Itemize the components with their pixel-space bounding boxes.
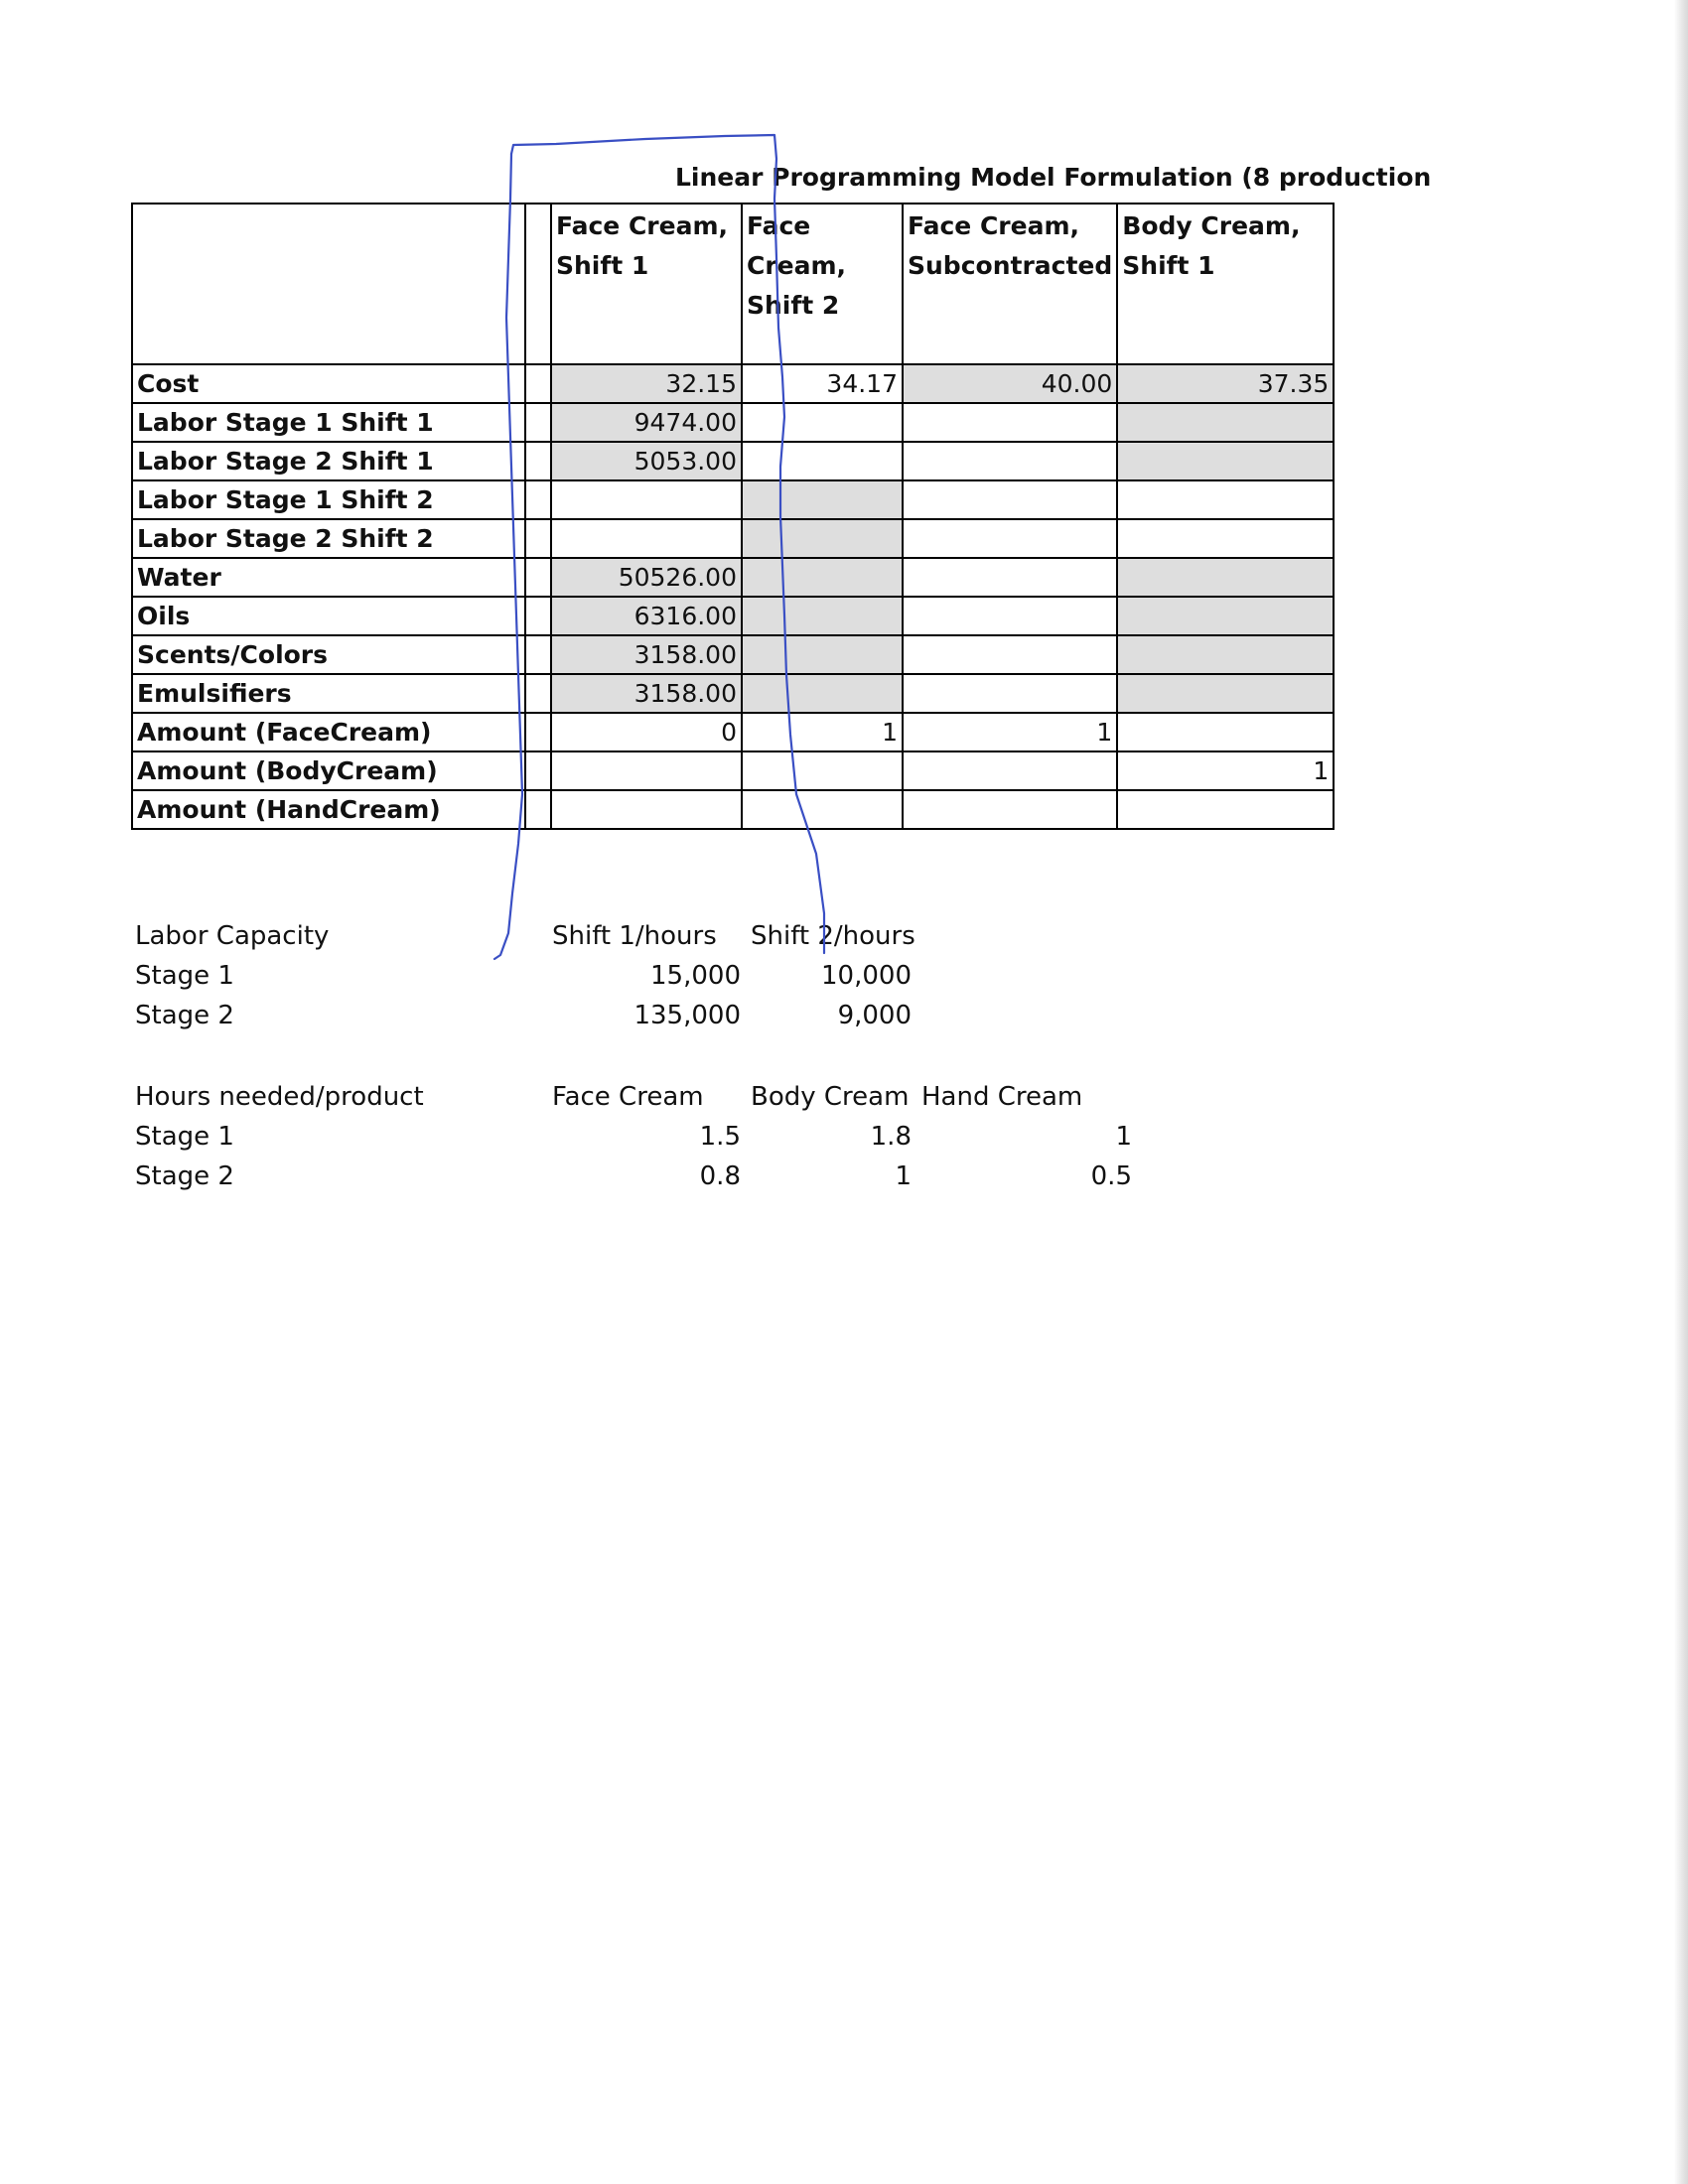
- table-row: [132, 480, 1334, 519]
- labor-stage1-shift2: 10,000: [821, 961, 912, 991]
- table-cell: 5053.00: [551, 442, 742, 480]
- hours-stage1-body: 1.8: [870, 1122, 912, 1152]
- spacer-cell: [525, 635, 551, 674]
- table-cell: [551, 519, 742, 558]
- hours-stage2-face: 0.8: [699, 1161, 741, 1191]
- table-cell: [1117, 480, 1334, 519]
- table-cell: 9474.00: [551, 403, 742, 442]
- labor-stage2-shift1: 135,000: [633, 1001, 741, 1030]
- row-label: Amount (BodyCream): [132, 751, 525, 790]
- row-label: Amount (HandCream): [132, 790, 525, 829]
- table-cell: [742, 558, 903, 597]
- labor-stage1-shift1: 15,000: [650, 961, 741, 991]
- table-cell: [903, 790, 1117, 829]
- table-cell: [1117, 442, 1334, 480]
- table-cell: [742, 674, 903, 713]
- table-cell: [551, 790, 742, 829]
- table-cell: [742, 597, 903, 635]
- row-label: Emulsifiers: [132, 674, 525, 713]
- table-cell: [903, 442, 1117, 480]
- column-header: Face Cream, Subcontracted: [903, 204, 1117, 364]
- row-label: Water: [132, 558, 525, 597]
- table-cell: 32.15: [551, 364, 742, 403]
- spacer-cell: [525, 674, 551, 713]
- row-label: Scents/Colors: [132, 635, 525, 674]
- table-row: [132, 790, 1334, 829]
- labor-capacity-header: Shift 2/hours: [751, 921, 915, 951]
- sheet-title: Linear Programming Model Formulation (8 production: [675, 163, 1432, 192]
- table-cell: [551, 751, 742, 790]
- table-cell: [1117, 597, 1334, 635]
- row-label: Labor Stage 1 Shift 2: [132, 480, 525, 519]
- table-cell: [903, 519, 1117, 558]
- table-cell: [1117, 558, 1334, 597]
- table-cell: 3158.00: [551, 635, 742, 674]
- spacer-cell: [525, 751, 551, 790]
- table-cell: 37.35: [1117, 364, 1334, 403]
- table-row: [132, 597, 1334, 635]
- hours-stage1-label: Stage 1: [135, 1122, 234, 1152]
- table-cell: 6316.00: [551, 597, 742, 635]
- column-header: Body Cream, Shift 1: [1117, 204, 1334, 364]
- header-spacer-cell: [525, 204, 551, 364]
- table-row: [132, 674, 1334, 713]
- table-cell: 50526.00: [551, 558, 742, 597]
- table-cell: 1: [742, 713, 903, 751]
- header-corner-cell: [132, 204, 525, 364]
- spacer-cell: [525, 790, 551, 829]
- spacer-cell: [525, 558, 551, 597]
- labor-stage1-label: Stage 1: [135, 961, 234, 991]
- table-cell: [1117, 713, 1334, 751]
- table-cell: [903, 751, 1117, 790]
- labor-stage2-shift2: 9,000: [837, 1001, 912, 1030]
- table-cell: [903, 635, 1117, 674]
- table-cell: 0: [551, 713, 742, 751]
- lp-model-table: [131, 203, 1335, 830]
- table-cell: [903, 674, 1117, 713]
- hours-needed-header: Body Cream: [751, 1082, 910, 1112]
- table-row: [132, 519, 1334, 558]
- spacer-cell: [525, 597, 551, 635]
- column-header: Face Cream, Shift 1: [551, 204, 742, 364]
- row-label: Amount (FaceCream): [132, 713, 525, 751]
- table-cell: [903, 480, 1117, 519]
- table-cell: 1: [903, 713, 1117, 751]
- hours-stage1-hand: 1: [1115, 1122, 1132, 1152]
- hours-needed-header: Face Cream: [552, 1082, 704, 1112]
- spacer-cell: [525, 480, 551, 519]
- table-row: [132, 713, 1334, 751]
- table-row: [132, 635, 1334, 674]
- table-cell: [742, 635, 903, 674]
- row-label: Labor Stage 2 Shift 2: [132, 519, 525, 558]
- row-label: Labor Stage 1 Shift 1: [132, 403, 525, 442]
- spacer-cell: [525, 442, 551, 480]
- table-cell: [742, 751, 903, 790]
- table-cell: [1117, 674, 1334, 713]
- table-row: [132, 403, 1334, 442]
- table-row: [132, 558, 1334, 597]
- hours-needed-label: Hours needed/product: [135, 1082, 424, 1112]
- labor-capacity-header: Shift 1/hours: [552, 921, 717, 951]
- table-row: [132, 442, 1334, 480]
- row-label: Oils: [132, 597, 525, 635]
- spacer-cell: [525, 403, 551, 442]
- page-edge-shadow: [1674, 0, 1688, 2184]
- table-cell: [742, 442, 903, 480]
- labor-stage2-label: Stage 2: [135, 1001, 234, 1030]
- hours-stage2-body: 1: [895, 1161, 912, 1191]
- table-cell: [1117, 519, 1334, 558]
- row-label: Cost: [132, 364, 525, 403]
- spacer-cell: [525, 364, 551, 403]
- table-cell: [742, 790, 903, 829]
- table-cell: [742, 519, 903, 558]
- table-cell: 1: [1117, 751, 1334, 790]
- table-header-row: [132, 204, 1334, 364]
- table-cell: [1117, 635, 1334, 674]
- table-cell: [1117, 790, 1334, 829]
- table-row: [132, 751, 1334, 790]
- table-cell: [1117, 403, 1334, 442]
- table-row: [132, 364, 1334, 403]
- table-cell: [903, 403, 1117, 442]
- table-cell: [742, 480, 903, 519]
- labor-capacity-label: Labor Capacity: [135, 921, 330, 951]
- table-cell: [742, 403, 903, 442]
- spacer-cell: [525, 519, 551, 558]
- hours-stage2-hand: 0.5: [1090, 1161, 1132, 1191]
- table-cell: 3158.00: [551, 674, 742, 713]
- hours-stage1-face: 1.5: [699, 1122, 741, 1152]
- table-cell: [903, 597, 1117, 635]
- table-cell: [903, 558, 1117, 597]
- table-cell: [551, 480, 742, 519]
- hours-needed-header: Hand Cream: [921, 1082, 1083, 1112]
- table-cell: 40.00: [903, 364, 1117, 403]
- column-header: Face Cream, Shift 2: [742, 204, 903, 364]
- spacer-cell: [525, 713, 551, 751]
- row-label: Labor Stage 2 Shift 1: [132, 442, 525, 480]
- table-cell: 34.17: [742, 364, 903, 403]
- hours-stage2-label: Stage 2: [135, 1161, 234, 1191]
